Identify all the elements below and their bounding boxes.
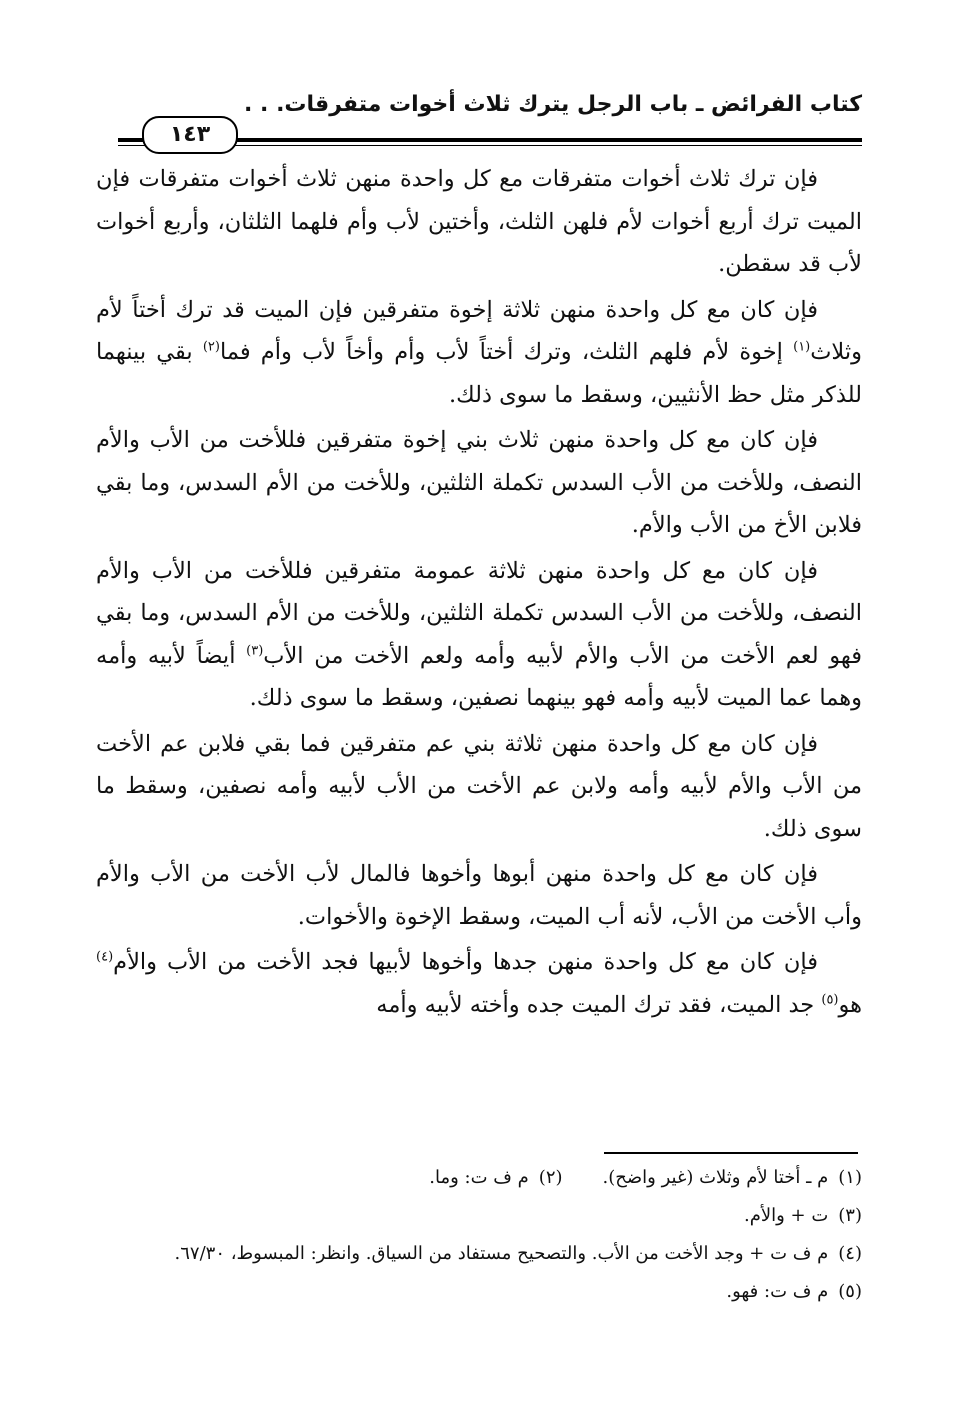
footnote-line-5 bbox=[96, 1276, 862, 1308]
paragraph-2-part-c: بقي بينهما للذكر مثل حظ الأنثيين، وسقط ما سوى ذلك. bbox=[96, 339, 862, 408]
footnote-ref-5[interactable]: (٥) bbox=[821, 992, 839, 1007]
footnote-2-text: م ف ت: وما. bbox=[429, 1167, 529, 1188]
footnote-5-text: م ف ت: فهو. bbox=[726, 1281, 829, 1302]
footnote-5-number: (٥) bbox=[838, 1281, 862, 1302]
footnote-ref-2[interactable]: (٢) bbox=[202, 339, 220, 355]
paragraph-3: فإن كان مع كل واحدة منهن ثلاث بني إخوة متفرقين فللأخت من الأب والأم النصف، وللأخت من الأب السدس تكملة الثلثين، وللأخت من الأم السدس، وما بقي فلابن الأخ من الأب والأم. bbox=[96, 427, 862, 538]
main-text bbox=[96, 158, 862, 1029]
paragraph-6: فإن كان مع كل واحدة منهن أبوها وأخوها فالمال لأب الأخت من الأب والأم وأب الأخت من الأب، لأنه أب الميت، وسقط الإخوة والأخوات. bbox=[96, 861, 862, 930]
footnote-2-number: (٢) bbox=[538, 1167, 563, 1188]
footnote-separator bbox=[604, 1152, 858, 1154]
paragraph-4 bbox=[96, 550, 862, 720]
paragraph-1: فإن ترك ثلاث أخوات متفرقات مع كل واحدة منهن ثلاث أخوات متفرقات فإن الميت ترك أربع أخوات لأم فلهن الثلث، وأختين لأب وأم فلهما الثلثان، وأربع أخوات لأب قد سقطن. bbox=[96, 166, 862, 277]
paragraph-2-part-a: فإن كان مع كل واحدة منهن ثلاثة إخوة متفرقين فإن الميت قد ترك أختاً لأم وثلاث bbox=[96, 296, 862, 365]
footnote-ref-4[interactable]: (٤) bbox=[96, 949, 114, 965]
paragraph-4-part-a: فإن كان مع كل واحدة منهن ثلاثة عمومة متفرقين فللأخت من الأب والأم النصف، وللأخت من الأب السدس تكملة الثلثين، وللأخت من الأم السدس، وما بقي فهو لعم الأخت من الأب والأم لأبيه وأمه ولعم الأخت من الأب bbox=[96, 557, 862, 669]
footnote-ref-1[interactable]: (١) bbox=[793, 339, 811, 355]
paragraph-7 bbox=[96, 941, 862, 1026]
footnote-3-number: (٣) bbox=[838, 1205, 862, 1226]
footnote-line-3 bbox=[96, 1200, 862, 1232]
paragraph-7-part-b: هو bbox=[838, 991, 862, 1018]
page-number: ١٤٣ bbox=[142, 116, 238, 154]
footnote-ref-3[interactable]: (٣) bbox=[246, 643, 264, 658]
footnote-3-text: ت + والأم. bbox=[743, 1205, 829, 1226]
footnote-1-text: م ـ أختا لأم وثلاث (غير واضح). bbox=[602, 1167, 829, 1188]
paragraph-4-part-b: أيضاً لأبيه وأمه وهما عما الميت لأبيه وأمه فهو بينهما نصفين، وسقط ما سوى ذلك. bbox=[96, 642, 862, 711]
paragraph-2 bbox=[96, 289, 862, 417]
paragraph-7-part-a: فإن كان مع كل واحدة منهن جدها وأخوها لأبيها فجد الأخت من الأب والأم bbox=[113, 949, 818, 975]
footnote-line-1-2 bbox=[96, 1162, 862, 1194]
footnotes bbox=[96, 1162, 862, 1314]
footnote-line-4 bbox=[96, 1238, 862, 1270]
paragraph-2-part-b: إخوة لأم فلهم الثلث، وترك أختاً لأب وأم وأخاً لأب وأم فما bbox=[219, 339, 794, 365]
footnote-4-number: (٤) bbox=[838, 1243, 862, 1264]
footnote-4-text: م ف ت + وجد الأخت من الأب. والتصحيح مستفاد من السياق. وانظر: المبسوط، ٦٧/٣٠. bbox=[174, 1243, 829, 1264]
footnote-1-number: (١) bbox=[838, 1167, 862, 1188]
running-header-title: كتاب الفرائض ـ باب الرجل يترك ثلاث أخوات متفرقات. . . bbox=[244, 92, 862, 117]
paragraph-7-part-c: جد الميت، فقد ترك الميت جده وأخته لأبيه وأمه bbox=[376, 991, 822, 1018]
paragraph-5: فإن كان مع كل واحدة منهن ثلاثة بني عم متفرقين فما بقي فلابن عم الأخت من الأب والأم لأبيه وأمه ولابن عم الأخت من الأب لأبيه وأمه نصفين، وسقط ما سوى ذلك. bbox=[96, 730, 862, 842]
